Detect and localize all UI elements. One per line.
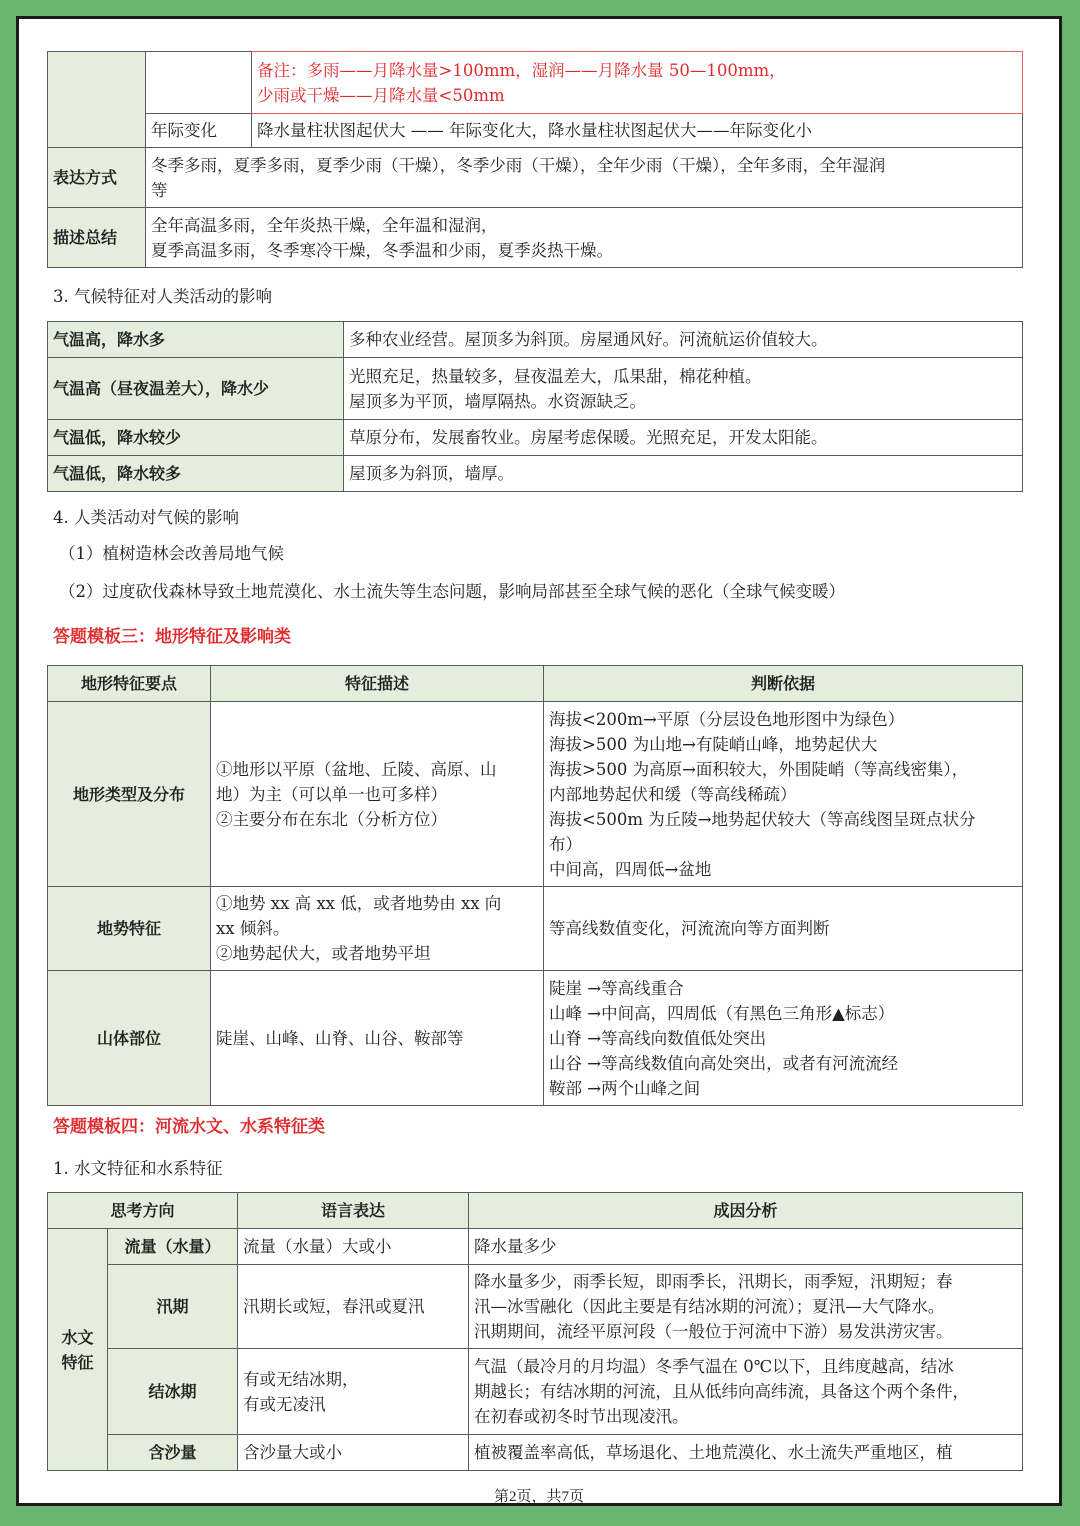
basis-line: 海拔>500 为山地→有陡峭山峰，地势起伏大 xyxy=(549,734,878,754)
hydro-expr xyxy=(238,1349,469,1435)
basis-line: 陡崖 →等高线重合 xyxy=(549,978,684,998)
impact-label: 气温高（昼夜温差大），降水少 xyxy=(48,358,344,420)
annual-text: 降水量柱状图起伏大 —— 年际变化大，降水量柱状图起伏大——年际变化小 xyxy=(252,114,1023,148)
impact-line: 光照充足，热量较多，昼夜温差大，瓜果甜，棉花种植。 xyxy=(349,366,762,386)
hydro-group-label xyxy=(48,1229,108,1471)
terrain-desc xyxy=(211,971,544,1106)
hydro-row-label: 结冰期 xyxy=(108,1349,238,1435)
cause-line: 汛期期间，流经平原河段（一般位于河流中下游）易发洪涝灾害。 xyxy=(474,1322,953,1341)
hydro-cause xyxy=(469,1435,1023,1471)
basis-line: 山脊 →等高线向数值低处突出 xyxy=(549,1028,767,1048)
terrain-row-label: 地形类型及分布 xyxy=(48,702,211,887)
terrain-row-label: 山体部位 xyxy=(48,971,211,1106)
desc-line: ②地势起伏大，或者地势平坦 xyxy=(216,944,431,963)
expr-label: 表达方式 xyxy=(48,148,146,208)
template3-title: 答题模板三：地形特征及影响类 xyxy=(53,627,291,647)
impact-line: 屋顶多为平顶，墙厚隔热。水资源缺乏。 xyxy=(349,391,646,411)
terrain-basis xyxy=(544,887,1023,971)
terrain-desc xyxy=(211,887,544,971)
basis-line: 中间高，四周低→盆地 xyxy=(549,859,712,879)
hydro-header: 语言表达 xyxy=(238,1193,469,1229)
blank-cell xyxy=(146,52,252,114)
hydro-cause xyxy=(469,1229,1023,1265)
impact-text xyxy=(344,420,1023,456)
expr-line: 等 xyxy=(151,180,168,200)
expr-line: 汛期长或短，春汛或夏汛 xyxy=(243,1297,425,1316)
section3-title: 3. 气候特征对人类活动的影响 xyxy=(53,287,272,306)
cause-line: 降水量多少 xyxy=(474,1237,557,1256)
group-label-line: 水文 xyxy=(61,1327,94,1347)
basis-line: 海拔>500 为高原→面积较大，外围陡峭（等高线密集）， xyxy=(549,759,969,779)
basis-line: 海拔<200m→平原（分层设色地形图中为绿色） xyxy=(549,709,905,729)
summary-line: 全年高温多雨，全年炎热干燥，全年温和湿润， xyxy=(151,215,498,235)
basis-line: 内部地势起伏和缓（等高线稀疏） xyxy=(549,784,797,804)
expr-line: 有或无凌汛 xyxy=(243,1394,326,1414)
desc-line: 陡崖、山峰、山脊、山谷、鞍部等 xyxy=(216,1028,464,1048)
terrain-basis xyxy=(544,702,1023,887)
terrain-header: 地形特征要点 xyxy=(48,666,211,702)
section4-item: （1）植树造林会改善局地气候 xyxy=(59,544,284,563)
expr-line: 冬季多雨，夏季多雨，夏季少雨（干燥），冬季少雨（干燥），全年少雨（干燥），全年多雨，全年湿润 xyxy=(151,155,886,175)
hydro-header: 成因分析 xyxy=(469,1193,1023,1229)
page-footer: 第2页，共7页 xyxy=(493,1489,584,1505)
terrain-header: 判断依据 xyxy=(544,666,1023,702)
desc-line: ②主要分布在东北（分析方位） xyxy=(216,809,447,829)
basis-line: 山峰 →中间高，四周低（有黑色三角形▲标志） xyxy=(549,1003,895,1023)
group-label-line: 特征 xyxy=(61,1352,94,1372)
terrain-header: 特征描述 xyxy=(211,666,544,702)
basis-line: 山谷 →等高线数值向高处突出，或者有河流流经 xyxy=(549,1053,899,1073)
template4-title: 答题模板四：河流水文、水系特征类 xyxy=(53,1117,325,1137)
climate-impact-table xyxy=(47,321,1023,492)
section4-item: （2）过度砍伐森林导致土地荒漠化、水土流失等生态问题，影响局部甚至全球气候的恶化（全球气候变暖） xyxy=(59,582,845,601)
climate-desc-table xyxy=(47,51,1023,268)
annual-label: 年际变化 xyxy=(146,114,252,148)
hydro-cause xyxy=(469,1265,1023,1349)
desc-line: xx 倾斜。 xyxy=(216,919,290,938)
hydro-row-label: 含沙量 xyxy=(108,1435,238,1471)
hydro-expr xyxy=(238,1265,469,1349)
basis-line: 海拔<500m 为丘陵→地势起伏较大（等高线图呈斑点状分 xyxy=(549,809,976,829)
hydro-row-label: 流量（水量） xyxy=(108,1229,238,1265)
basis-line: 鞍部 →两个山峰之间 xyxy=(549,1078,701,1098)
section4-title: 4. 人类活动对气候的影响 xyxy=(53,508,239,527)
impact-label: 气温低，降水较多 xyxy=(48,456,344,492)
cause-line: 期越长；有结冰期的河流，且从低纬向高纬流，具备这个两个条件， xyxy=(474,1382,970,1401)
hydro-row-label: 汛期 xyxy=(108,1265,238,1349)
cause-line: 降水量多少，雨季长短，即雨季长，汛期长，雨季短，汛期短；春 xyxy=(474,1272,953,1291)
expr-line: 有或无结冰期， xyxy=(243,1369,359,1389)
impact-line: 多种农业经营。屋顶多为斜顶。房屋通风好。河流航运价值较大。 xyxy=(349,330,828,349)
expr-line: 含沙量大或小 xyxy=(243,1443,343,1462)
hydro-section-title: 1. 水文特征和水系特征 xyxy=(53,1159,223,1178)
cause-line: 在初春或初冬时节出现凌汛。 xyxy=(474,1407,689,1426)
terrain-row-label: 地势特征 xyxy=(48,887,211,971)
note-cell xyxy=(252,52,1023,114)
desc-line: ①地形以平原（盆地、丘陵、高原、山 xyxy=(216,759,497,779)
hydro-header: 思考方向 xyxy=(48,1193,238,1229)
blank-cell xyxy=(48,52,146,148)
cause-line: 气温（最冷月的月均温）冬季气温在 0℃以下，且纬度越高，结冰 xyxy=(474,1357,954,1376)
desc-line: 地）为主（可以单一也可多样） xyxy=(216,784,447,804)
hydro-expr xyxy=(238,1229,469,1265)
cause-line: 汛—冰雪融化（因此主要是有结冰期的河流）；夏汛—大气降水。 xyxy=(474,1297,945,1316)
expr-line: 流量（水量）大或小 xyxy=(243,1237,392,1256)
summary-line: 夏季高温多雨，冬季寒冷干燥，冬季温和少雨，夏季炎热干燥。 xyxy=(151,240,613,260)
hydro-cause xyxy=(469,1349,1023,1435)
page xyxy=(16,16,1062,1506)
terrain-table xyxy=(47,665,1023,1106)
note-line: 备注：多雨——月降水量>100mm，湿润——月降水量 50—100mm， xyxy=(257,60,786,80)
impact-text xyxy=(344,456,1023,492)
hydro-expr xyxy=(238,1435,469,1471)
impact-line: 草原分布，发展畜牧业。房屋考虑保暖。光照充足，开发太阳能。 xyxy=(349,428,828,447)
summary-label: 描述总结 xyxy=(48,208,146,268)
impact-text xyxy=(344,322,1023,358)
summary-text xyxy=(146,208,1023,268)
impact-label: 气温高，降水多 xyxy=(48,322,344,358)
basis-line: 等高线数值变化，河流流向等方面判断 xyxy=(549,919,830,938)
impact-text xyxy=(344,358,1023,420)
basis-line: 布） xyxy=(549,834,582,854)
terrain-desc xyxy=(211,702,544,887)
impact-line: 屋顶多为斜顶，墙厚。 xyxy=(349,464,514,483)
hydrology-table xyxy=(47,1192,1023,1471)
terrain-basis xyxy=(544,971,1023,1106)
impact-label: 气温低，降水较少 xyxy=(48,420,344,456)
desc-line: ①地势 xx 高 xx 低，或者地势由 xx 向 xyxy=(216,894,502,913)
cause-line: 植被覆盖率高低，草场退化、土地荒漠化、水土流失严重地区，植 xyxy=(474,1443,953,1462)
note-line: 少雨或干燥——月降水量<50mm xyxy=(257,85,505,105)
expr-text xyxy=(146,148,1023,208)
